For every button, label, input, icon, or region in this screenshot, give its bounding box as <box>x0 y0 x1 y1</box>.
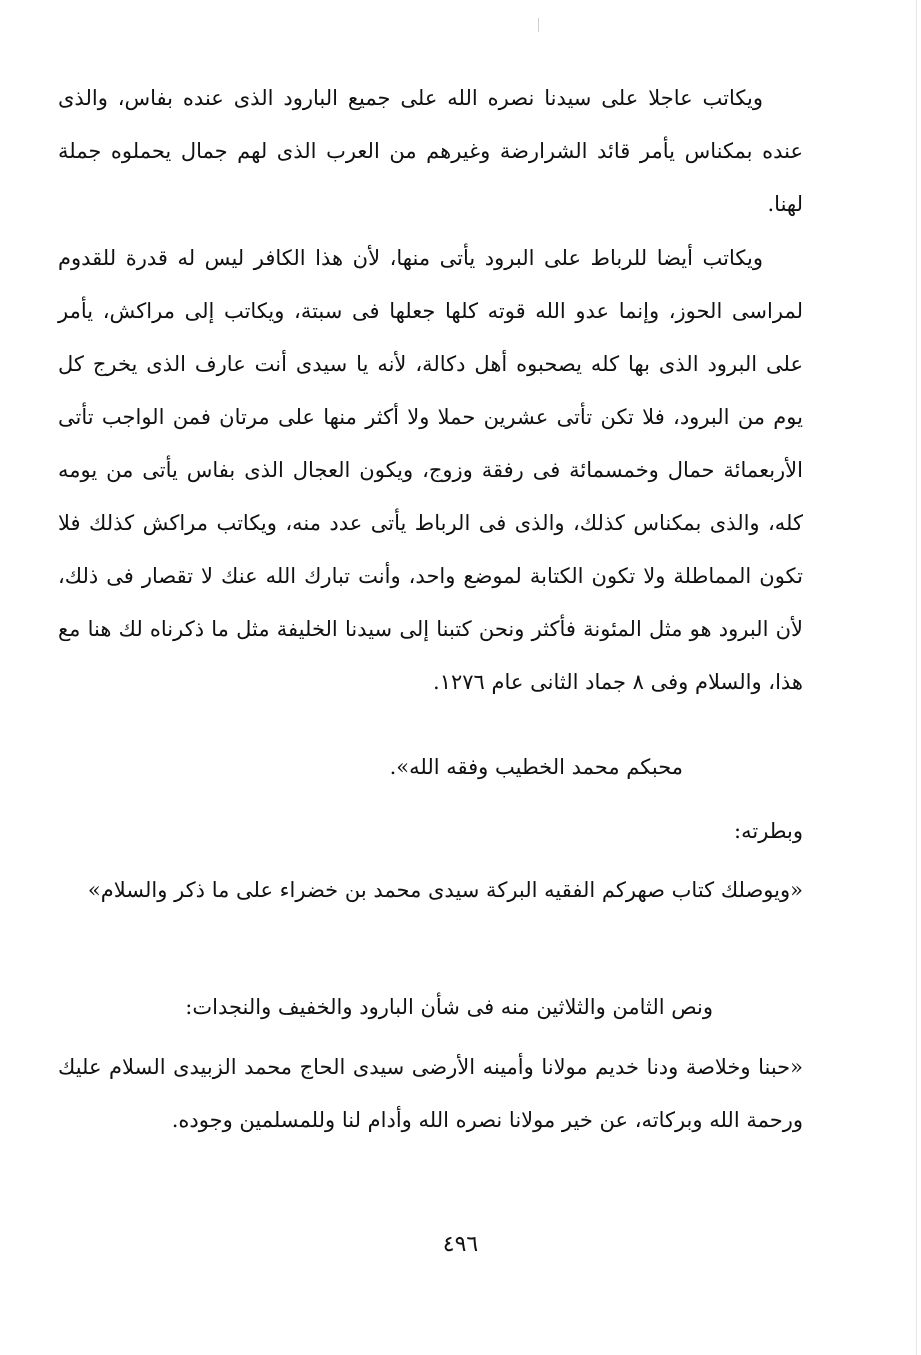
paragraph-2: ويكاتب أيضا للرباط على البرود يأتى منها، لأن هذا الكافر ليس له قدرة للقدوم لمراسى الحوز، وإنما عدو الله قوته كلها جعلها فى سبتة، ويكاتب إلى مراكش، يأمر على البرود الذى بها كله يصحبوه أهل دكالة، لأنه يا سيدى أنت عارف الذى يخرج كل يوم من البرود، فلا تكن تأتى عشرين حملا ولا أكثر منها على مرتان فمن الواجب تأتى الأربعمائة حمال وخمسمائة فى رفقة وزوج، ويكون العجال الذى بفاس يأتى من يومه كله، والذى بمكناس كذلك، والذى فى الرباط يأتى عدد منه، ويكاتب مراكش كذلك فلا تكون المماطلة ولا تكون الكتابة لموضع واحد، وأنت تبارك الله عنك لا تقصار فى ذلك، لأن البرود هو مثل المئونة فأكثر ونحن كتبنا إلى سيدنا الخليفة مثل ما ذكرناه لك هنا مع هذا، والسلام وفى ٨ جماد الثانى عام ١٢٧٦. <box>58 246 803 694</box>
section-heading: ونص الثامن والثلاثين منه فى شأن البارود والخفيف والنجدات: <box>185 995 713 1019</box>
scan-mark <box>538 18 539 32</box>
signature-line: محبكم محمد الخطيب وفقه الله». <box>389 755 683 779</box>
paragraph-1: ويكاتب عاجلا على سيدنا نصره الله على جميع البارود الذى عنده بفاس، والذى عنده بمكناس يأمر قائد الشرارضة وغيرهم من العرب الذى لهم جمال يحملوه جملة لهنا. <box>58 86 803 216</box>
margin-note-heading: وبطرته: <box>734 819 803 843</box>
page-number: ٤٩٦ <box>442 1232 479 1257</box>
paragraph-3: «حبنا وخلاصة ودنا خديم مولانا وأمينه الأرضى سيدى الحاج محمد الزبيدى السلام عليك ورحمة الله وبركاته، عن خير مولانا نصره الله وأدام لنا وللمسلمين وجوده. <box>58 1055 803 1132</box>
page-edge-line <box>916 0 917 1355</box>
margin-note-text: «ويوصلك كتاب صهركم الفقيه البركة سيدى محمد بن خضراء على ما ذكر والسلام» <box>87 878 803 902</box>
